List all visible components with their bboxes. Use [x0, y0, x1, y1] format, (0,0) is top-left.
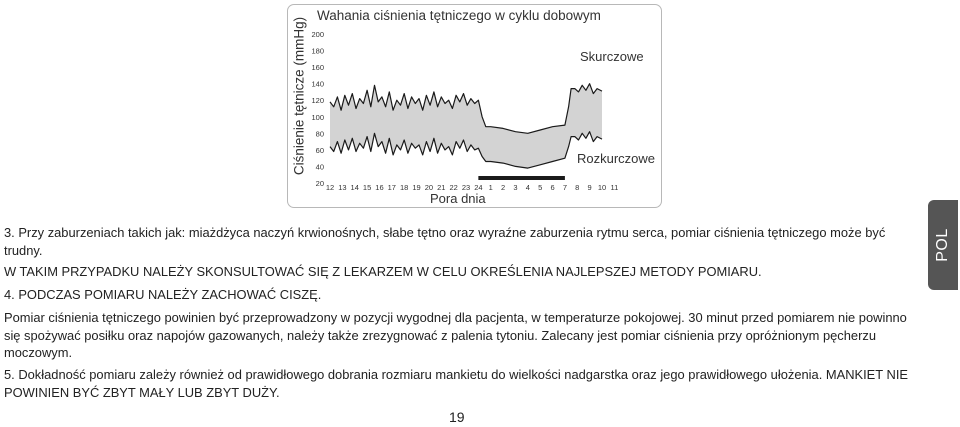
x-tick-label: 8	[575, 183, 580, 192]
x-tick-label: 19	[412, 183, 421, 192]
diastolic-label: Rozkurczowe	[577, 151, 656, 166]
x-tick-label: 18	[400, 183, 409, 192]
x-tick-label: 6	[550, 183, 555, 192]
x-tick-label: 3	[513, 183, 518, 192]
x-tick-label: 20	[424, 183, 434, 192]
x-tick-label: 12	[325, 183, 335, 192]
x-axis-title: Pora dnia	[430, 191, 486, 206]
x-tick-label: 17	[387, 183, 396, 192]
y-axis-title: Ciśnienie tętnicze (mmHg)	[291, 16, 307, 176]
item-5-text: 5. Dokładność pomiaru zależy również od prawidłowego dobrania rozmiaru mankietu do wielkości nadgarstka oraz jego prawidłowego ułożenia. MANKIET NIE POWINIEN BYĆ ZBYT MAŁY LUB ZBYT DUŻY.	[4, 367, 908, 400]
x-tick-label: 2	[501, 183, 506, 192]
x-tick-label: 16	[375, 183, 384, 192]
chart-title: Wahania ciśnienia tętniczego w cyklu dobowym	[317, 8, 601, 23]
x-tick-label: 10	[597, 183, 607, 192]
y-tick-label: 140	[311, 79, 324, 89]
x-tick-label: 5	[538, 183, 543, 192]
y-tick-label: 40	[315, 162, 324, 172]
x-tick-label: 21	[437, 183, 446, 192]
sleep-period-bar	[478, 176, 565, 180]
page-number: 19	[449, 409, 465, 425]
systolic-label: Skurczowe	[580, 49, 644, 64]
y-tick-label: 180	[311, 46, 324, 56]
x-tick-label: 4	[525, 183, 530, 192]
paragraph-text: Pomiar ciśnienia tętniczego powinien być przeprowadzony w pozycji wygodnej dla pacjenta, w temperaturze pokojowej. 30 minut przed pomiarem nie powinno się spożywać posiłku oraz napojów gazowanych, należy także zrezygnować z palenia tytoniu. Zalecany jest pomiar ciśnienia przy opróżnionym pęcherzu moczowym.	[4, 310, 907, 360]
x-tick-label: 11	[610, 183, 619, 192]
item-3-text: 3. Przy zaburzeniach takich jak: miażdżyca naczyń krwionośnych, słabe tętno oraz wyraźne zaburzenia rytmu serca, pomiar ciśnienia tętniczego może być trudny.	[4, 225, 886, 258]
x-tick-label: 14	[350, 183, 359, 192]
language-tab: POL	[928, 200, 958, 290]
y-tick-label: 60	[315, 145, 324, 155]
x-tick-label: 7	[562, 183, 567, 192]
y-tick-label: 200	[311, 30, 324, 39]
y-tick-label: 160	[311, 63, 324, 73]
y-tick-label: 120	[311, 96, 324, 106]
x-tick-label: 13	[338, 183, 347, 192]
item-4-text: 4. PODCZAS POMIARU NALEŻY ZACHOWAĆ CISZĘ.	[4, 287, 322, 302]
x-tick-label: 23	[461, 183, 471, 192]
y-tick-label: 80	[315, 129, 324, 139]
x-tick-label: 1	[488, 183, 493, 192]
x-tick-label: 24	[474, 183, 483, 192]
y-tick-label: 100	[311, 112, 324, 122]
blood-pressure-chart	[0, 0, 960, 210]
x-tick-label: 9	[587, 183, 592, 192]
x-tick-label: 22	[449, 183, 458, 192]
x-tick-label: 15	[362, 183, 372, 192]
warning-text: W TAKIM PRZYPADKU NALEŻY SKONSULTOWAĆ SIĘ Z LEKARZEM W CELU OKREŚLENIA NAJLEPSZEJ METODY POMIARU.	[4, 264, 762, 279]
y-tick-label: 20	[315, 179, 324, 188]
